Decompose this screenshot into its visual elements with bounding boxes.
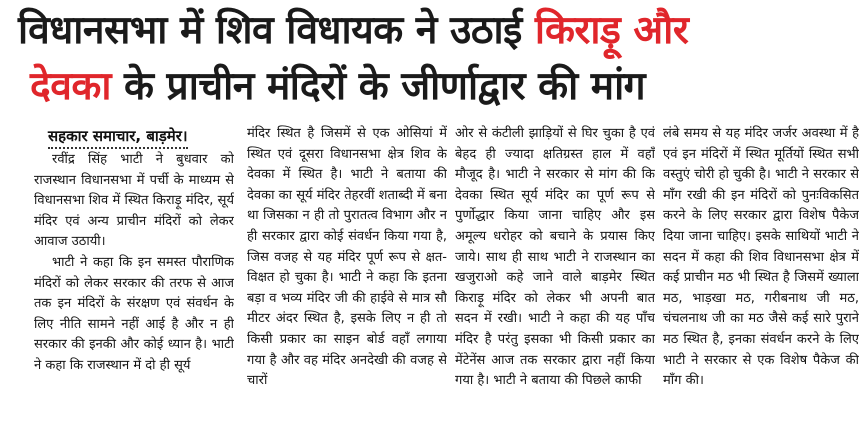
column-2-paragraph-1: मंदिर स्थित है जिसमें से एक ओसियां में स्थित एवं दूसरा विधानसभा क्षेत्र शिव के देवका में स्थित है। भाटी ने बताया की देवका का सूर्य मंदिर तेहरवीं शताब्दी में बना था जिसका न ही तो पुरातत्व विभाग और न ही सरकार द्वारा कोई संवर्धन किया गया है, जिस वजह से यह मंदिर पूर्ण रूप से क्षत-विक्षत हो चुका है। भाटी ने कहा कि इतना बड़ा व भव्य मंदिर जी की हाईवे से मात्र सौ मीटर अंदर स्थित है, इसके लिए न ही तो किसी प्रकार का साइन बोर्ड वहाँ लगाया गया है और वह मंदिर अनदेखी की वजह से चारों [247, 126, 447, 389]
article-column-1 [34, 150, 234, 431]
article-column-4 [663, 124, 859, 431]
headline-line-2 [30, 62, 865, 112]
article-column-3 [455, 124, 655, 431]
article-column-2 [247, 124, 447, 431]
headline-line-1-black: विधानसभा में शिव विधायक ने उठाई [18, 8, 522, 53]
headline-line-1 [18, 6, 858, 56]
headline-line-2-black: के प्राचीन मंदिरों के जीर्णाद्वार की मांग [124, 64, 646, 109]
headline-line-2-red: देवका [30, 64, 111, 109]
column-4-paragraph-1: लंबे समय से यह मंदिर जर्जर अवस्था में है एवं इन मंदिरों में स्थित मूर्तियों स्थित सभी वस्तुएं चोरी हो चुकी है। भाटी ने सरकार से माँग रखी की इन मंदिरों को पुनःविकसित करने के लिए सरकार द्वारा विशेष पैकेज दिया जाना चाहिए। इसके साथियों भाटी ने सदन में कहा की शिव विधानसभा क्षेत्र में कई प्राचीन मठ भी स्थित है जिसमें ख्याला मठ, भाड़खा मठ, गरीबनाथ जी मठ, चंचलनाथ जी का मठ जैसे कई सारे पुराने मठ स्थित है, इनका संवर्धन करने के लिए भाटी ने सरकार से एक विशेष पैकेज की माँग की। [663, 126, 859, 389]
column-3-paragraph-1: ओर से कंटीली झाड़ियों से घिर चुका है एवं बेहद ही ज्यादा क्षतिग्रस्त हाल में वहाँ मौजूद है। भाटी ने सरकार से मांग की कि देवका स्थित सूर्य मंदिर का पूर्ण रूप से पुर्णोद्धार किया जाना चाहिए और इस अमूल्य धरोहर को बचाने के प्रयास किए जाये। साथ ही साथ भाटी ने राजस्थान का खजुराओ कहे जाने वाले बाड़मेर स्थित किराड़ू मंदिर को लेकर भी अपनी बात सदन में रखी। भाटी ने कहा की यह पाँच मंदिर है परंतु इसका भी किसी प्रकार का मेंटेनेंस आज तक सरकार द्वारा नहीं किया गया है। भाटी ने बताया की पिछले काफी [455, 126, 655, 389]
byline: सहकार समाचार, बाड़मेर। [48, 127, 188, 145]
byline-underline [48, 147, 188, 149]
column-1-paragraph-1: रवींद्र सिंह भाटी ने बुधवार को राजस्थान विधानसभा में पर्ची के माध्यम से विधानसभा शिव में स्थित किराड़ू मंदिर, सूर्य मंदिर एवं अन्य प्राचीन मंदिरों को लेकर आवाज उठायी। [34, 152, 234, 250]
column-1-paragraph-2: भाटी ने कहा कि इन समस्त पौराणिक मंदिरों को लेकर सरकार की तरफ से आज तक इन मंदिरों के संरक्षण एवं संवर्धन के लिए नीति सामने नहीं आई है और न ही सरकार की इनकी और कोई ध्यान है। भाटी ने कहा कि राजस्थान में दो ही सूर्य [34, 254, 234, 373]
headline-line-1-red: किराड़ू और [534, 8, 689, 53]
